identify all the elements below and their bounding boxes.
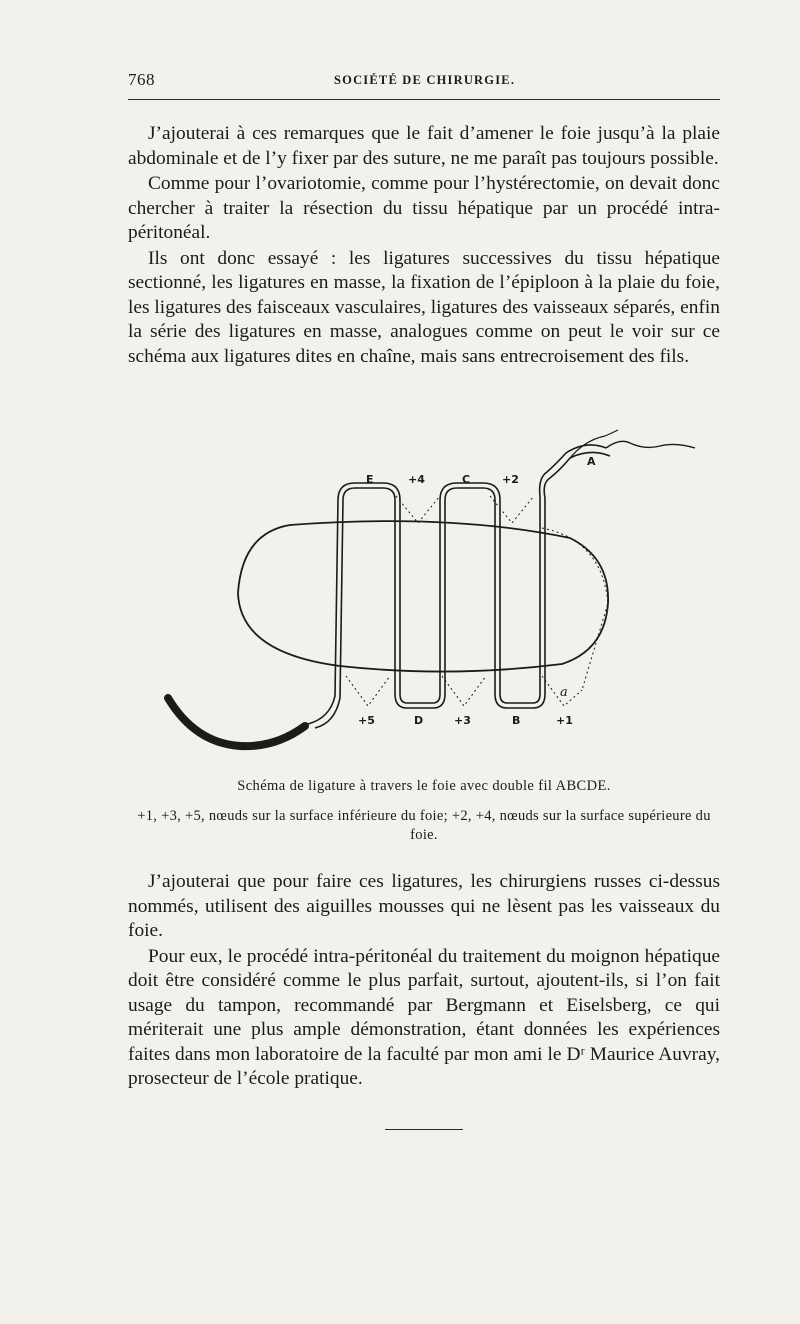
label-plus-1: +1 [556, 714, 573, 727]
paragraph: Comme pour l’ovariotomie, comme pour l’hystérectomie, on devait donc chercher à traiter la résection du tissu hépatique par un procédé intra-péritonéal. [128, 173, 720, 243]
running-head: SOCIÉTÉ DE CHIRURGIE. [334, 73, 516, 87]
header-rule [128, 99, 720, 100]
paragraph: J’ajouterai à ces remarques que le fait d’amener le foie jusqu’à la plaie abdominale et de l’y fixer par des suture, ne me paraît pas toujours possible. [128, 123, 720, 169]
label-b: B [512, 714, 521, 727]
knot-path-bottom-3 [442, 676, 486, 706]
knot-path-top-2 [490, 496, 534, 523]
knot-path-bottom-5 [346, 676, 390, 706]
end-rule [385, 1129, 463, 1130]
page-header [128, 70, 720, 96]
figure-caption-title: Schéma de ligature à travers le foie avec double fil ABCDE. [237, 778, 611, 794]
label-plus-5: +5 [358, 714, 375, 727]
needle [168, 698, 305, 746]
label-plus-2: +2 [502, 473, 519, 486]
label-c: C [462, 473, 471, 486]
thread-end-a-tip [570, 430, 618, 458]
label-plus-4: +4 [408, 473, 425, 486]
label-a-lower: a [560, 685, 568, 700]
page-number: 768 [128, 70, 155, 89]
label-d: D [414, 714, 424, 727]
label-e: E [366, 473, 374, 486]
body-text-lower [128, 870, 720, 1092]
body-text-upper [128, 122, 720, 369]
paragraph: J’ajouterai que pour faire ces ligatures, les chirurgiens russes ci-dessus nommés, utilisent des aiguilles mousses qui ne lèsent pas les vaisseaux du foie. [128, 871, 720, 941]
label-plus-3: +3 [454, 714, 471, 727]
paragraph: Pour eux, le procédé intra-péritonéal du traitement du moignon hépatique doit être considéré comme le plus parfait, surtout, ajoutent-ils, si l’on fait usage du tampon, recommandé par Bergmann et Eiselsberg, ce qui mériterait une plus ample démonstration, étant données les expériences faites dans mon laboratoire de la faculté par mon ami le Dʳ Maurice Auvray, prosecteur de l’école pratique. [128, 945, 720, 1089]
double-thread-inner [308, 445, 606, 724]
ligature-figure [150, 428, 710, 773]
ligature-schema-drawing [150, 428, 710, 773]
figure-caption-legend: +1, +3, +5, nœuds sur la surface inférieure du foie; +2, +4, nœuds sur la surface supérieure du foie. [137, 808, 711, 843]
paragraph: Ils ont donc essayé : les ligatures successives du tissu hépatique sectionné, les ligatures en masse, la fixation de l’épiploon à la plaie du foie, les ligatures des faisceaux vasculaires, ligatures des vaisseaux séparés, enfin la série des ligatures en masse, analogues comme on peut le voir sur ce schéma aux ligatures dites en chaîne, mais sans entrecroisement des fils. [128, 247, 720, 367]
liver-outline [238, 521, 608, 671]
label-a-upper: A [587, 455, 596, 468]
thread-end-a [606, 441, 695, 448]
knot-path-top-4 [396, 496, 440, 523]
